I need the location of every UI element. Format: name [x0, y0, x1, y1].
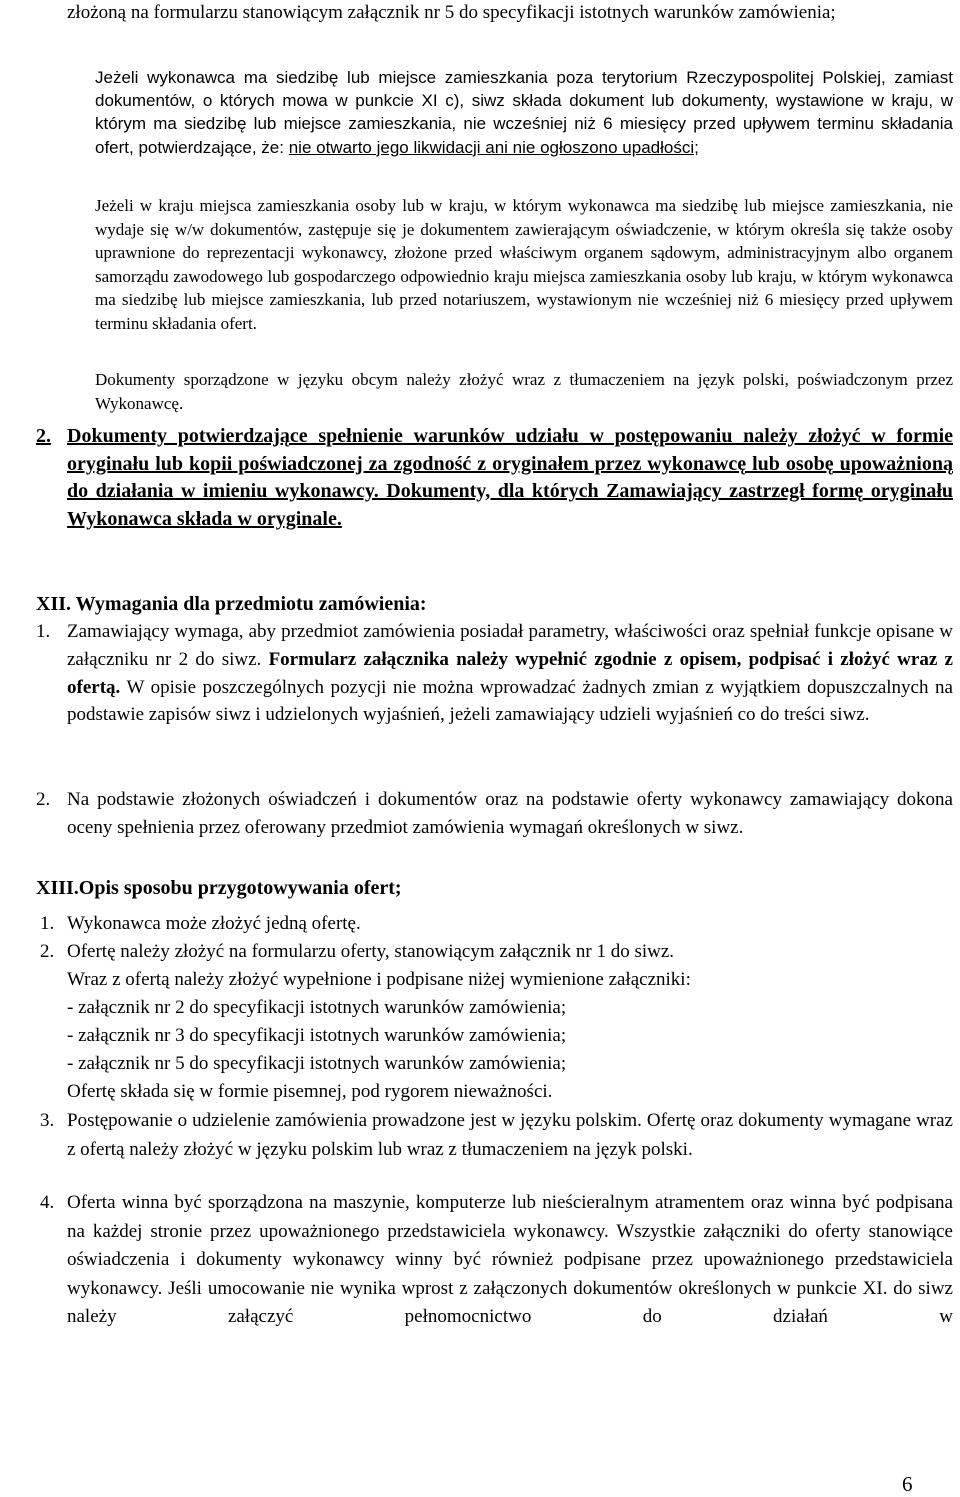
section-13-item-2-number: 2.: [40, 941, 55, 962]
section-12-item-1-bold: Formularz załącznika należy wypełnić zgodnie z opisem, podpisać i złożyć wraz z ofertą.: [67, 648, 953, 698]
intro-continuation: złożoną na formularzu stanowiącym załącznik nr 5 do specyfikacji istotnych warunków zamówienia;: [67, 2, 836, 23]
section-12-item-1-number: 1.: [36, 621, 51, 642]
section-13-item-2-closing: Ofertę składa się w formie pisemnej, pod rygorem nieważności.: [67, 1081, 553, 1102]
section-13-item-1: Wykonawca może złożyć jedną ofertę.: [67, 913, 361, 934]
section-13-item-4-number: 4.: [40, 1192, 55, 1213]
section-13-item-3-number: 3.: [40, 1110, 55, 1131]
section-13-heading: XIII.Opis sposobu przygotowywania ofert;: [36, 877, 402, 899]
section-12-item-1-text-a: Zamawiający wymaga, aby przedmiot zamówienia posiadał parametry, właściwości oraz spełniał funkcje opisane w załączniku nr 2 do siwz.: [67, 621, 953, 670]
section-12-item-1: [67, 618, 953, 729]
section-13-item-2: Ofertę należy złożyć na formularzu oferty, stanowiącym załącznik nr 1 do siwz.: [67, 941, 675, 962]
point-2-number: 2.: [36, 425, 51, 447]
section-13-item-1-number: 1.: [40, 913, 55, 934]
attachment-item: - załącznik nr 5 do specyfikacji istotnych warunków zamówienia;: [67, 1053, 567, 1074]
section-12-item-2-number: 2.: [36, 789, 51, 810]
section-13-item-4: Oferta winna być sporządzona na maszynie, komputerze lub nieścieralnym atramentem oraz winna być podpisana na każdej stronie przez upoważnionego przedstawiciela wykonawcy. Wszystkie załączniki do oferty stanowiące oświadczenia i dokumenty wykonawcy winny być również podpisane przez upoważnionego przedstawiciela wykonawcy. Jeśli umocowanie nie wynika wprost z załączonych dokumentów określonych w punkcie XI. do siwz należy załączyć pełnomocnictwo do działań w: [67, 1192, 953, 1327]
foreign-documents-underlined: nie otwarto jego likwidacji ani nie ogłoszono upadłości;: [288, 137, 699, 157]
translation-paragraph: Dokumenty sporządzone w języku obcym należy złożyć wraz z tłumaczeniem na język polski, poświadczonym przez Wykonawcę.: [95, 370, 953, 413]
attachment-item: - załącznik nr 3 do specyfikacji istotnych warunków zamówienia;: [67, 1025, 567, 1046]
page-number: 6: [902, 1472, 913, 1496]
section-12-item-1-text-b: W opisie poszczególnych pozycji nie można wprowadzać żadnych zmian z wyjątkiem dopuszczalnych na podstawie zapisów siwz i udzielonych wyjaśnień, jeżeli zamawiający udzieli wyjaśnień co do treści siwz.: [67, 676, 953, 726]
section-13-item-3: Postępowanie o udzielenie zamówienia prowadzone jest w języku polskim. Ofertę oraz dokumenty wymagane wraz z ofertą należy złożyć w języku polskim lub wraz z tłumaczeniem na język polski.: [67, 1110, 953, 1160]
attachment-item: - załącznik nr 2 do specyfikacji istotnych warunków zamówienia;: [67, 997, 567, 1018]
substitute-statement-paragraph: Jeżeli w kraju miejsca zamieszkania osoby lub w kraju, w którym wykonawca ma siedzibę lub miejsce zamieszkania, nie wydaje się w/w dokumentów, zastępuje się je dokumentem zawierającym oświadczenie, w którym określa się także osoby uprawnione do reprezentacji wykonawcy, złożone przed właściwym organem sądowym, administracyjnym albo organem samorządu zawodowego lub gospodarczego odpowiednio kraju miejsca zamieszkania osoby lub kraju, w którym wykonawca ma siedzibę lub miejsce zamieszkania, lub przed notariuszem, wystawionym nie wcześniej niż 6 miesięcy przed upływem terminu składania ofert.: [95, 196, 953, 333]
section-13-item-2-line2: Wraz z ofertą należy złożyć wypełnione i podpisane niżej wymienione załączniki:: [67, 969, 691, 990]
point-2-paragraph: Dokumenty potwierdzające spełnienie warunków udziału w postępowaniu należy złożyć w formie oryginału lub kopii poświadczonej za zgodność z oryginałem przez wykonawcę lub osobę upoważnioną do działania w imieniu wykonawcy. Dokumenty, dla których Zamawiający zastrzegł formę oryginału Wykonawca składa w oryginale.: [67, 425, 953, 530]
foreign-documents-text: Jeżeli wykonawca ma siedzibę lub miejsce zamieszkania poza terytorium Rzeczypospolitej Polskiej, zamiast dokumentów, o których mowa w punkcie XI c), siwz składa dokument lub dokumenty, wystawione w kraju, w którym ma siedzibę lub miejsce zamieszkania, nie wcześniej niż 6 miesięcy przed upływem terminu składania ofert, potwierdzające, że:: [95, 68, 953, 157]
section-12-heading: XII. Wymagania dla przedmiotu zamówienia:: [36, 593, 427, 615]
foreign-documents-paragraph: [95, 66, 953, 159]
section-12-item-2: Na podstawie złożonych oświadczeń i dokumentów oraz na podstawie oferty wykonawcy zamawiający dokona oceny spełnienia przez oferowany przedmiot zamówienia wymagań określonych w siwz.: [67, 789, 953, 838]
